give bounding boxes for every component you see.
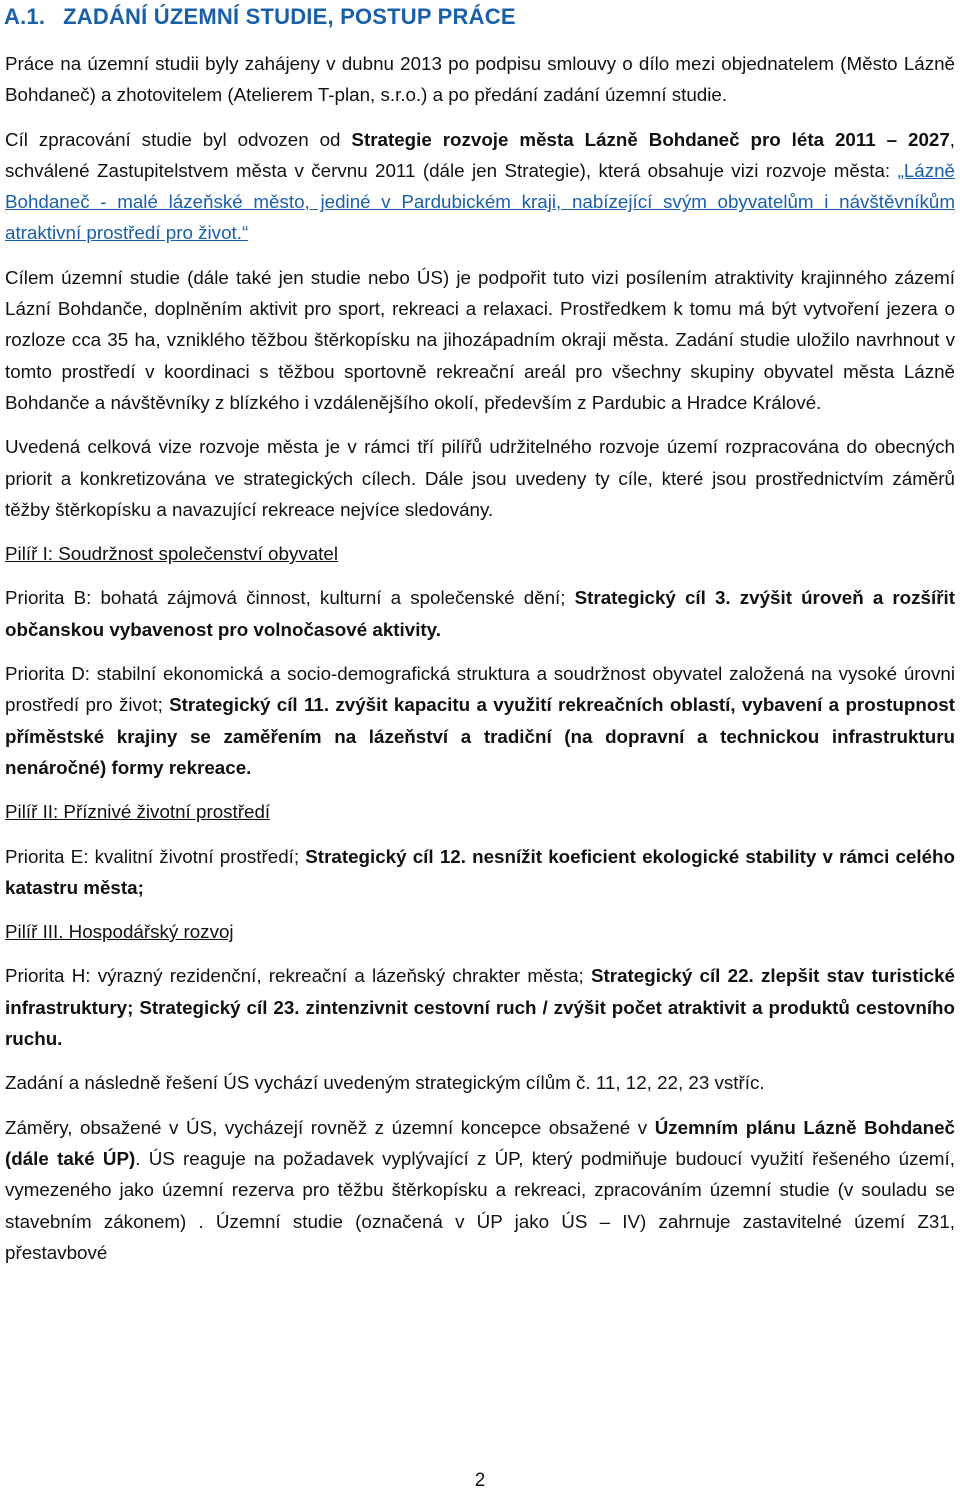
priority-b-goal: Strategický cíl 3. zvýšit úroveň a rozšířit občanskou vybavenost pro volnočasové aktivity. bbox=[5, 587, 955, 640]
section-number: A.1. bbox=[4, 4, 46, 29]
plan-suffix: . ÚS reaguje na požadavek vyplývající z ÚP, který podmiňuje budoucí využití řešeného území, vymezeného jako územní rezerva pro těžbu štěrkopísku a rekreaci, zpracováním územní studie (v souladu se stavebním zákonem) . Územní studie (označená v ÚP jako ÚS – IV) zahrnuje zastavitelné území Z31, přestavbové bbox=[5, 1147, 955, 1263]
priority-d-paragraph bbox=[5, 658, 955, 783]
priority-b-text: Priorita B: bohatá zájmová činnost, kulturní a společenské dění; bbox=[5, 587, 575, 609]
priority-d-goal: Strategický cíl 11. zvýšit kapacitu a využití rekreačních oblastí, vybavení a prostupnost příměstské krajiny se zaměřením na lázeňství a tradiční (na dopravní a technickou infrastrukturu nenáročné) formy rekreace. bbox=[5, 694, 955, 778]
summary-paragraph: Zadání a následně řešení ÚS vychází uvedeným strategickým cílům č. 11, 12, 22, 23 vstříc. bbox=[5, 1072, 765, 1094]
pillar-2-title bbox=[5, 796, 955, 827]
priority-e-text: Priorita E: kvalitní životní prostředí; bbox=[5, 845, 306, 867]
plan-name: Územním plánu Lázně Bohdaneč (dále také ÚP) bbox=[5, 1116, 955, 1169]
goal-middle: , schválené Zastupitelstvem města v červnu 2011 (dále jen Strategie), která obsahuje vizi rozvoje města: bbox=[5, 128, 956, 181]
intro-paragraph: Práce na územní studii byly zahájeny v dubnu 2013 po podpisu smlouvy o dílo mezi objednatelem (Město Lázně Bohdaneč) a zhotovitelem (Atelierem T-plan, s.r.o.) a po předání zadání územní studie. bbox=[5, 53, 955, 106]
priority-h-paragraph bbox=[5, 960, 955, 1054]
purpose-paragraph: Cílem územní studie (dále také jen studie nebo ÚS) je podpořit tuto vizi posílením atraktivity krajinného zázemí Lázní Bohdanče, doplněním aktivit pro sport, rekreaci a relaxaci. Prostředkem k tomu má být vytvoření jezera o rozloze cca 35 ha, vzniklého těžbou štěrkopísku na jihozápadním okraji města. Zadání studie uložilo navrhnout v tomto prostředí v koordinaci s těžbou sportovně rekreační areál pro všechny skupiny obyvatel města Lázně Bohdanče a návštěvníky z blízkého i vzdálenějšího okolí, především z Pardubic a Hradce Králové. bbox=[5, 266, 955, 413]
pillar-1-title bbox=[5, 538, 955, 569]
page-number: 2 bbox=[474, 1470, 486, 1491]
vision-quote: „Lázně Bohdaneč - malé lázeňské město, jediné v Pardubickém kraji, nabízející svým obyvatelům i návštěvníkům atraktivní prostředí pro život.“ bbox=[5, 159, 955, 244]
plan-prefix: Záměry, obsažené v ÚS, vycházejí rovněž z územní koncepce obsažené v bbox=[5, 1116, 655, 1138]
pillar-3-title-text: Pilíř III. Hospodářský rozvoj bbox=[5, 921, 234, 943]
priority-e-goal: Strategický cíl 12. nesnížit koeficient ekologické stability v rámci celého katastru města; bbox=[5, 845, 955, 898]
vision-detail-paragraph: Uvedená celková vize rozvoje města je v rámci tří pilířů udržitelného rozvoje území rozpracována do obecných priorit a konkretizována ve strategických cílech. Dále jsou uvedeny ty cíle, které jsou prostřednictvím záměrů těžby štěrkopísku a navazující rekreace nejvíce sledovány. bbox=[5, 436, 955, 520]
section-title: ZADÁNÍ ÚZEMNÍ STUDIE, POSTUP PRÁCE bbox=[63, 4, 516, 29]
priority-b-paragraph bbox=[5, 582, 955, 645]
plan-paragraph bbox=[5, 1112, 955, 1268]
priority-d-text: Priorita D: stabilní ekonomická a socio-demografická struktura a soudržnost obyvatel založená na vysoké úrovni prostředí pro život; bbox=[5, 663, 955, 716]
pillar-2-title-text: Pilíř II: Příznivé životní prostředí bbox=[5, 801, 271, 823]
pillar-1-title-text: Pilíř I: Soudržnost společenství obyvatel bbox=[5, 543, 339, 565]
priority-h-goal: Strategický cíl 22. zlepšit stav turistické infrastruktury; Strategický cíl 23. zintenzivnit cestovní ruch / zvýšit počet atraktivit a produktů cestovního ruchu. bbox=[5, 965, 955, 1050]
pillar-3-title bbox=[5, 916, 955, 947]
goal-prefix: Cíl zpracování studie byl odvozen od bbox=[5, 128, 352, 150]
priority-h-text: Priorita H: výrazný rezidenční, rekreační a lázeňský chrakter města; bbox=[5, 965, 592, 987]
priority-e-paragraph bbox=[5, 841, 955, 904]
section-heading bbox=[4, 4, 516, 30]
document-body bbox=[5, 48, 955, 1268]
goal-paragraph bbox=[5, 124, 955, 249]
strategy-name: Strategie rozvoje města Lázně Bohdaneč pro léta 2011 – 2027 bbox=[351, 128, 950, 150]
